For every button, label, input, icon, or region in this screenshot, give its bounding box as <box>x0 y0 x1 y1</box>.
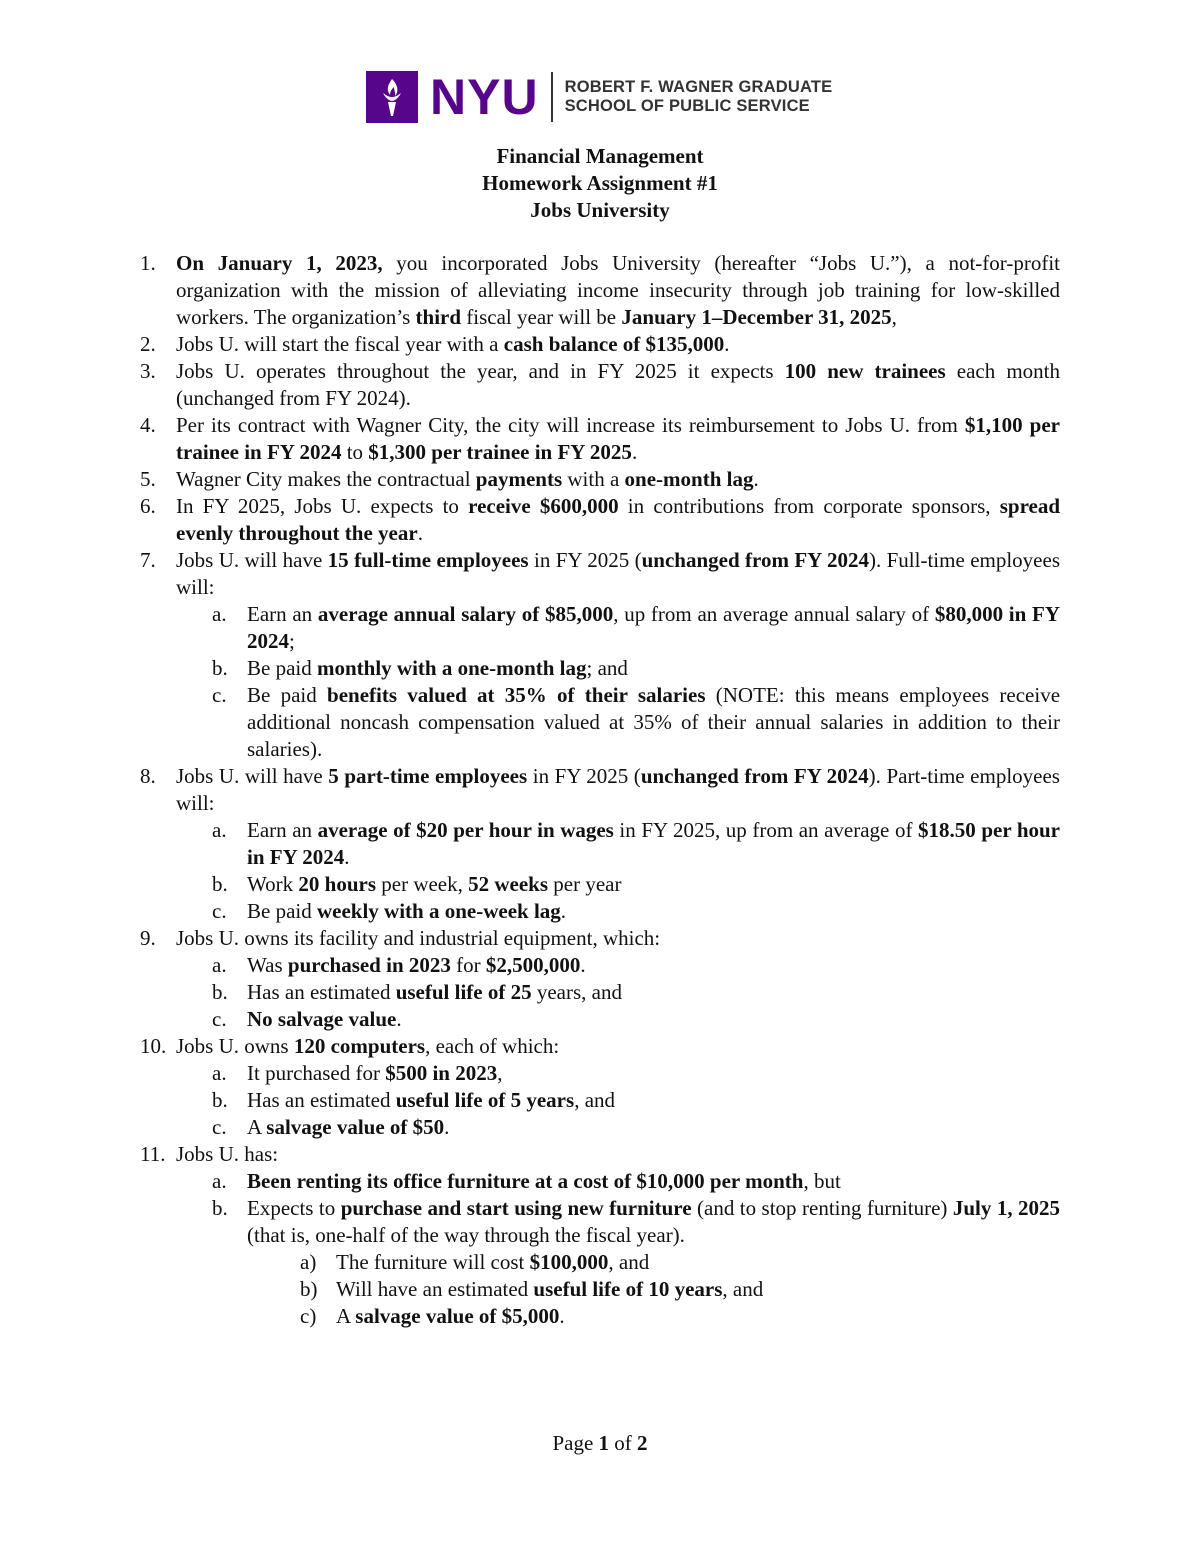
item-bold-text: useful life of 25 <box>395 980 532 1004</box>
item-text: A <box>247 1115 267 1139</box>
item-bold-text: $18.50 per hour in FY 2024 <box>247 818 1060 869</box>
item-text: It purchased for <box>247 1061 386 1085</box>
sub-item-letter: a. <box>212 1061 227 1085</box>
item-bold-text: 5 part-time employees <box>328 764 528 788</box>
item-bold-text: useful life of 10 years <box>533 1277 723 1301</box>
page-footer <box>0 1430 1200 1457</box>
sub-item-letter: a. <box>212 602 227 626</box>
item-bold-text: $1,100 per trainee in FY 2024 <box>176 413 1060 464</box>
sub-item-10b <box>140 1087 1060 1114</box>
item-text: Jobs U. owns <box>176 1034 294 1058</box>
item-text: . <box>344 845 350 869</box>
item-number: 10. <box>140 1034 167 1058</box>
school-line-1: ROBERT F. WAGNER GRADUATE <box>564 78 833 96</box>
item-bold-text: July 1, 2025 <box>952 1196 1061 1220</box>
item-text: with a <box>562 467 625 491</box>
sub-item-8a <box>140 817 1060 871</box>
title-line-1: Financial Management <box>496 144 704 168</box>
item-text: to <box>341 440 369 464</box>
logo-nyu-text: NYU <box>430 69 539 125</box>
item-number: 8. <box>140 764 156 788</box>
logo-school-name <box>565 78 833 116</box>
item-bold-text: $500 in 2023 <box>385 1061 498 1085</box>
sub-item-11a <box>140 1168 1060 1195</box>
item-text: Per its contract with Wagner City, the city will increase its reimbursement to Jobs U. from <box>176 413 965 437</box>
item-text: each month (unchanged from FY 2024). <box>176 359 1060 410</box>
item-text: Has an estimated <box>247 1088 396 1112</box>
item-text: per week, <box>376 872 469 896</box>
item-text: for <box>450 953 486 977</box>
item-text: in FY 2025, up from an average of <box>613 818 918 842</box>
item-number: 7. <box>140 548 156 572</box>
item-text: , <box>891 305 897 329</box>
item-bold-text: weekly with a one-week lag <box>316 899 561 923</box>
item-text: , <box>497 1061 503 1085</box>
item-bold-text: unchanged from FY 2024 <box>640 764 869 788</box>
item-text: Jobs U. will start the fiscal year with a <box>176 332 504 356</box>
item-text: ; <box>289 629 295 653</box>
list-item-1 <box>140 250 1060 331</box>
item-text: ; and <box>586 656 628 680</box>
sub-sub-item-letter: b) <box>300 1277 318 1301</box>
item-text: Has an estimated <box>247 980 396 1004</box>
sub-item-9c <box>140 1006 1060 1033</box>
item-text: Earn an <box>247 602 318 626</box>
item-text: , and <box>722 1277 764 1301</box>
item-text: Jobs U. has: <box>176 1142 279 1166</box>
item-number: 5. <box>140 467 156 491</box>
item-text: (NOTE: this means employees receive additional noncash compensation valued at 35% of their annual salaries in addition to their salaries). <box>247 683 1061 761</box>
item-text: Jobs U. owns its facility and industrial equipment, which: <box>176 926 661 950</box>
item-text: years, and <box>531 980 622 1004</box>
item-bold-text: one-month lag <box>624 467 754 491</box>
sub-item-9a <box>140 952 1060 979</box>
sub-item-letter: c. <box>212 1115 227 1139</box>
item-bold-text: purchase and start using new furniture <box>340 1196 692 1220</box>
logo-divider <box>551 72 553 122</box>
school-line-2: SCHOOL OF PUBLIC SERVICE <box>564 97 810 115</box>
item-text: ). Full-time employees will: <box>176 548 1060 599</box>
sub-item-7a <box>140 601 1060 655</box>
item-text: , each of which: <box>425 1034 560 1058</box>
sub-item-letter: a. <box>212 1169 227 1193</box>
item-bold-text: average annual salary of $85,000 <box>317 602 614 626</box>
item-bold-text: $80,000 in FY 2024 <box>247 602 1061 653</box>
item-text: in FY 2025 ( <box>528 548 642 572</box>
item-bold-text: purchased in 2023 <box>287 953 451 977</box>
page-number: 1 <box>598 1431 610 1455</box>
item-text: Jobs U. operates throughout the year, and in FY 2025 it expects <box>176 359 785 383</box>
item-text: Will have an estimated <box>336 1277 534 1301</box>
item-bold-text: benefits valued at 35% of their salaries <box>327 683 706 707</box>
sub-item-7b <box>140 655 1060 682</box>
item-number: 2. <box>140 332 156 356</box>
list-item-3 <box>140 358 1060 412</box>
item-bold-text: $1,300 per trainee in FY 2025 <box>368 440 632 464</box>
sub-item-10c <box>140 1114 1060 1141</box>
item-bold-text: January 1–December 31, 2025 <box>621 305 892 329</box>
sub-item-letter: c. <box>212 683 227 707</box>
document-title <box>0 143 1200 224</box>
item-text: In FY 2025, Jobs U. expects to <box>176 494 469 518</box>
item-bold-text: payments <box>475 467 563 491</box>
list-item-4 <box>140 412 1060 466</box>
item-bold-text: salvage value of $5,000 <box>355 1304 560 1328</box>
sub-item-letter: c. <box>212 899 227 923</box>
page-word: Page <box>552 1431 599 1455</box>
sub-sub-item-11bb <box>140 1276 1060 1303</box>
item-text: Jobs U. will have <box>176 548 328 572</box>
item-text: A <box>336 1304 356 1328</box>
item-text: , and <box>574 1088 616 1112</box>
item-number: 4. <box>140 413 156 437</box>
item-number: 6. <box>140 494 156 518</box>
sub-item-letter: c. <box>212 1007 227 1031</box>
list-item-6 <box>140 493 1060 547</box>
sub-item-8c <box>140 898 1060 925</box>
list-item-8 <box>140 763 1060 817</box>
nyu-wagner-logo <box>366 70 832 124</box>
of-word: of <box>609 1431 638 1455</box>
item-bold-text: average of $20 per hour in wages <box>317 818 614 842</box>
item-bold-text: $100,000 <box>529 1250 609 1274</box>
item-text: . <box>417 521 423 545</box>
item-text: Be paid <box>247 683 328 707</box>
item-bold-text: third <box>415 305 462 329</box>
item-bold-text: receive $600,000 <box>468 494 619 518</box>
sub-item-10a <box>140 1060 1060 1087</box>
sub-item-letter: b. <box>212 1196 228 1220</box>
sub-item-11b <box>140 1195 1060 1249</box>
item-text: Jobs U. will have <box>176 764 329 788</box>
item-text: ). Part-time employees will: <box>176 764 1060 815</box>
sub-item-7c <box>140 682 1060 763</box>
item-bold-text: 120 computers <box>293 1034 426 1058</box>
sub-sub-item-letter: a) <box>300 1250 317 1274</box>
page-total: 2 <box>637 1431 648 1455</box>
sub-item-8b <box>140 871 1060 898</box>
torch-icon <box>366 71 418 123</box>
list-item-9 <box>140 925 1060 952</box>
item-bold-text: $2,500,000 <box>485 953 581 977</box>
item-bold-text: unchanged from FY 2024 <box>641 548 869 572</box>
list-item-5 <box>140 466 1060 493</box>
item-bold-text: salvage value of $50 <box>266 1115 445 1139</box>
item-bold-text: spread evenly throughout the year <box>176 494 1061 545</box>
item-text: . <box>580 953 586 977</box>
item-number: 9. <box>140 926 156 950</box>
item-text: in contributions from corporate sponsors, <box>618 494 1000 518</box>
item-text: Be paid <box>247 656 317 680</box>
item-number: 3. <box>140 359 156 383</box>
item-text: Work <box>247 872 299 896</box>
item-bold-text: cash balance of $135,000 <box>503 332 725 356</box>
item-bold-text: On January 1, 2023, <box>176 251 383 275</box>
item-text: , but <box>803 1169 841 1193</box>
item-text: . <box>560 899 567 923</box>
assignment-list <box>140 250 1060 1330</box>
item-text: per year <box>548 872 622 896</box>
sub-item-letter: a. <box>212 953 227 977</box>
item-bold-text: monthly with a one-month lag <box>316 656 587 680</box>
item-text: The furniture will cost <box>336 1250 530 1274</box>
sub-item-letter: a. <box>212 818 227 842</box>
list-item-7 <box>140 547 1060 601</box>
item-bold-text: 15 full-time employees <box>327 548 529 572</box>
item-bold-text: 100 new trainees <box>784 359 946 383</box>
list-item-2 <box>140 331 1060 358</box>
item-bold-text: 52 weeks <box>468 872 549 896</box>
item-text: . <box>724 332 730 356</box>
item-bold-text: Been renting its office furniture at a cost of $10,000 per month <box>247 1169 804 1193</box>
sub-sub-item-letter: c) <box>300 1304 317 1328</box>
item-text: . <box>396 1007 402 1031</box>
item-bold-text: No salvage value <box>247 1007 397 1031</box>
item-text: you incorporated Jobs University (hereafter “Jobs U.”), a not-for-profit organization with the mission of alleviating income insecurity through job training for low-skilled workers. The organization’s <box>176 251 1060 329</box>
item-text: (that is, one-half of the way through the fiscal year). <box>247 1223 685 1247</box>
title-line-3: Jobs University <box>530 198 670 222</box>
item-text: Was <box>247 953 288 977</box>
list-item-10 <box>140 1033 1060 1060</box>
item-text: Be paid <box>247 899 317 923</box>
item-number: 11. <box>140 1142 166 1166</box>
sub-item-9b <box>140 979 1060 1006</box>
item-text: . <box>631 440 638 464</box>
sub-item-letter: b. <box>212 980 228 1004</box>
item-text: . <box>753 467 759 491</box>
item-bold-text: 20 hours <box>298 872 376 896</box>
item-text: . <box>559 1304 565 1328</box>
sub-item-letter: b. <box>212 872 228 896</box>
item-text: , and <box>608 1250 650 1274</box>
sub-item-letter: b. <box>212 1088 228 1112</box>
item-text: (and to stop renting furniture) <box>691 1196 953 1220</box>
item-text: fiscal year will be <box>461 305 622 329</box>
item-text: , up from an average annual salary of <box>613 602 935 626</box>
sub-sub-item-11ba <box>140 1249 1060 1276</box>
item-text: Expects to <box>247 1196 341 1220</box>
sub-sub-item-11bc <box>140 1303 1060 1330</box>
item-text: . <box>444 1115 450 1139</box>
item-text: Wagner City makes the contractual <box>176 467 476 491</box>
item-bold-text: useful life of 5 years <box>395 1088 575 1112</box>
item-number: 1. <box>140 251 156 275</box>
item-text: in FY 2025 ( <box>527 764 641 788</box>
sub-item-letter: b. <box>212 656 228 680</box>
item-text: Earn an <box>247 818 318 842</box>
list-item-11 <box>140 1141 1060 1168</box>
title-line-2: Homework Assignment #1 <box>482 171 718 195</box>
